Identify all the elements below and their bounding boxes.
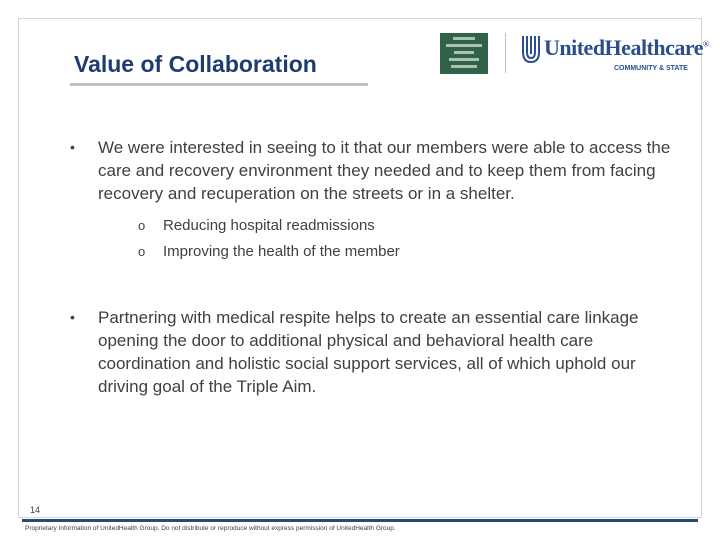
title-underline — [70, 83, 368, 86]
sub-bullet-item — [127, 239, 690, 265]
uhc-tagline: COMMUNITY & STATE — [614, 65, 688, 72]
footer-bar — [22, 519, 698, 522]
sub-bullet-item — [127, 213, 690, 239]
sub-bullet-marker: o — [138, 244, 146, 259]
sub-bullet-marker: o — [138, 218, 146, 233]
unitedhealthcare-logo — [522, 32, 709, 78]
bullet-text: We were interested in seeing to it that our members were able to access the care and recovery environment they needed and to keep them from facing recovery and recuperation on the streets or in a shelter. — [98, 138, 671, 203]
bullet-marker: • — [70, 139, 75, 155]
bullet-text: Partnering with medical respite helps to create an essential care linkage opening the door to additional physical and behavioral health care coordination and holistic social support services, all of which uphold our driving goal of the Triple Aim. — [98, 308, 639, 396]
logo-divider — [505, 33, 506, 73]
sub-bullet-text: Improving the health of the member — [163, 243, 400, 260]
slide-content — [70, 136, 690, 398]
nhchc-logo — [440, 33, 488, 74]
footer-disclaimer: Proprietary Information of UnitedHealth Group. Do not distribute or reproduce without express permission of UnitedHealth Group. — [25, 525, 396, 532]
uhc-u-mark-icon — [522, 34, 540, 64]
bullet-marker: • — [70, 309, 75, 325]
slide-title: Value of Collaboration — [74, 51, 317, 77]
bullet-item — [70, 136, 690, 265]
sub-list — [127, 213, 690, 265]
sub-bullet-text: Reducing hospital readmissions — [163, 217, 375, 234]
bullet-item — [70, 306, 690, 398]
page-number: 14 — [30, 505, 41, 515]
uhc-wordmark: UnitedHealthcare® — [544, 35, 709, 60]
